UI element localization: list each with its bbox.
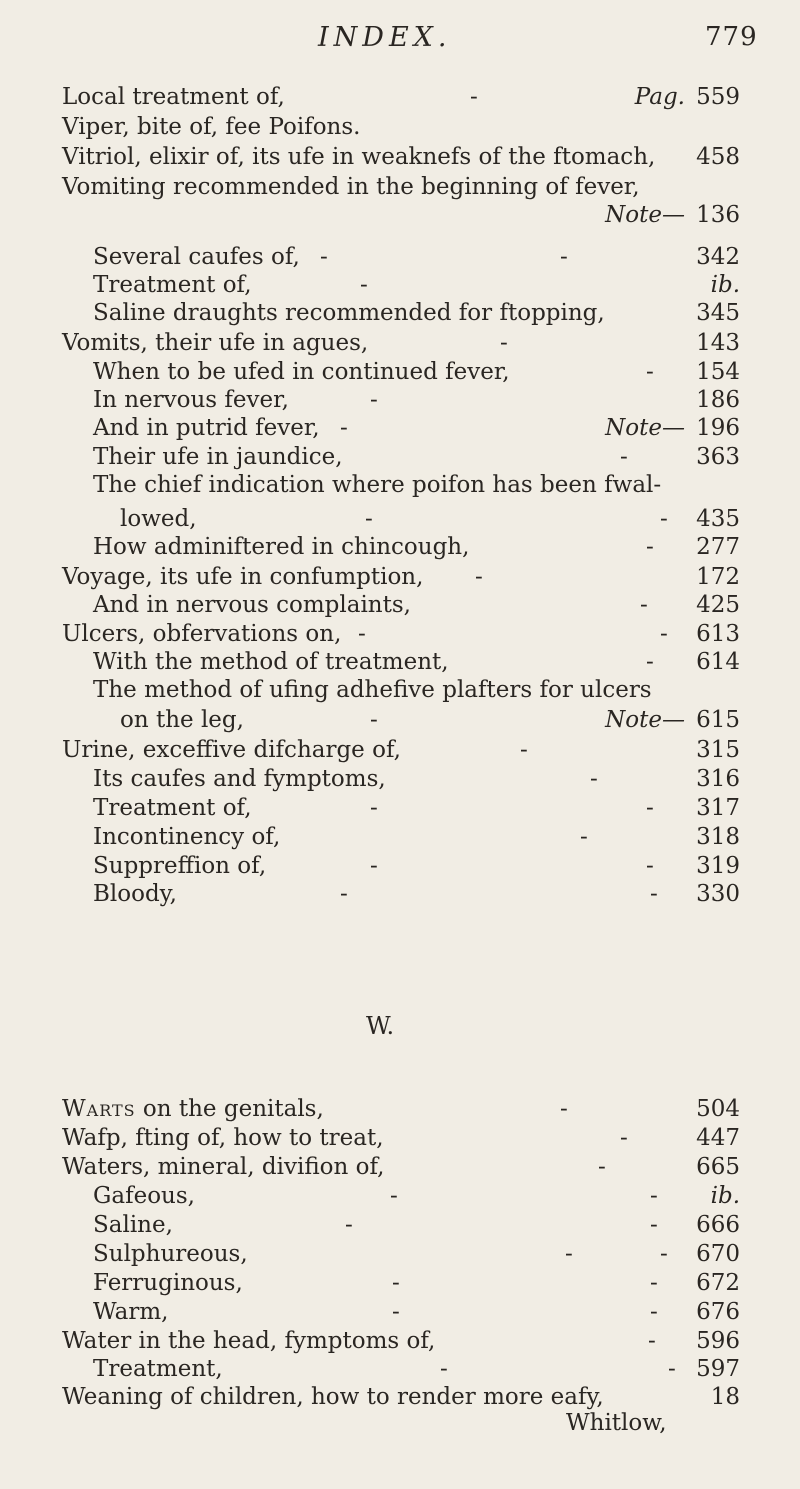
index-entry: Water in the head, fymptoms of, - 596 — [62, 1328, 740, 1354]
index-entry: lowed, - - 435 — [120, 506, 740, 532]
index-entry: Treatment of, - - 317 — [93, 795, 740, 821]
index-entry: Vitriol, elixir of, its ufe in weaknefs of the ftomach, 458 — [62, 144, 740, 170]
index-entry: Waters, mineral, divifion of, - 665 — [62, 1154, 740, 1180]
index-entry: Saline, - - 666 — [93, 1212, 740, 1238]
index-entry: Incontinency of, - 318 — [93, 824, 740, 850]
index-entry: Viper, bite of, fee Poifons. — [62, 114, 361, 140]
index-entry: How adminiftered in chincough, - 277 — [93, 534, 740, 560]
index-entry: The chief indication where poifon has been fwal- — [93, 472, 662, 498]
index-entry: Ulcers, obfervations on, - - 613 — [62, 621, 740, 647]
index-entry: Warts on the genitals, - 504 — [62, 1096, 740, 1122]
index-entry: Several caufes of, - - 342 — [93, 244, 740, 270]
index-entry: Ferruginous, - - 672 — [93, 1270, 740, 1296]
index-entry: And in nervous complaints, - 425 — [93, 592, 740, 618]
index-entry: Vomits, their ufe in agues, - 143 — [62, 330, 740, 356]
index-entry: And in putrid fever, - Note— 196 — [93, 415, 740, 441]
index-entry: Local treatment of, - Pag. 559 — [62, 84, 740, 110]
index-entry: Saline draughts recommended for ftopping, 345 — [93, 300, 740, 326]
section-heading-w: W. — [366, 1012, 395, 1040]
index-entry: Wafp, fting of, how to treat, - 447 — [62, 1125, 740, 1151]
index-entry: Weaning of children, how to render more eafy, 18 — [62, 1384, 740, 1410]
index-entry: Treatment of, - ib. — [93, 272, 740, 298]
index-entry: Its caufes and fymptoms, - 316 — [93, 766, 740, 792]
index-entry-note: Note— 136 — [605, 202, 740, 228]
index-entry: When to be ufed in continued fever, - 154 — [93, 359, 740, 385]
index-entry: Whitlow, — [566, 1410, 667, 1436]
running-header-title: INDEX. — [318, 22, 452, 53]
index-entry: Urine, exceffive difcharge of, - 315 — [62, 737, 740, 763]
index-entry: Warm, - - 676 — [93, 1299, 740, 1325]
index-entry: Suppreffion of, - - 319 — [93, 853, 740, 879]
index-entry: Their ufe in jaundice, - 363 — [93, 444, 740, 470]
index-entry: The method of ufing adhefive plafters for ulcers — [93, 677, 652, 703]
index-entry: Gafeous, - - ib. — [93, 1183, 740, 1209]
index-entry: Bloody, - - 330 — [93, 881, 740, 907]
index-entry: With the method of treatment, - 614 — [93, 649, 740, 675]
index-entry: Vomiting recommended in the beginning of fever, — [62, 174, 640, 200]
running-header-page-number: 779 — [705, 22, 758, 52]
index-entry: Voyage, its ufe in confumption, - 172 — [62, 564, 740, 590]
index-entry: on the leg, - Note— 615 — [120, 707, 740, 733]
index-entry: In nervous fever, - 186 — [93, 387, 740, 413]
index-entry: Treatment, - - 597 — [93, 1356, 740, 1382]
index-entry: Sulphureous, - - 670 — [93, 1241, 740, 1267]
